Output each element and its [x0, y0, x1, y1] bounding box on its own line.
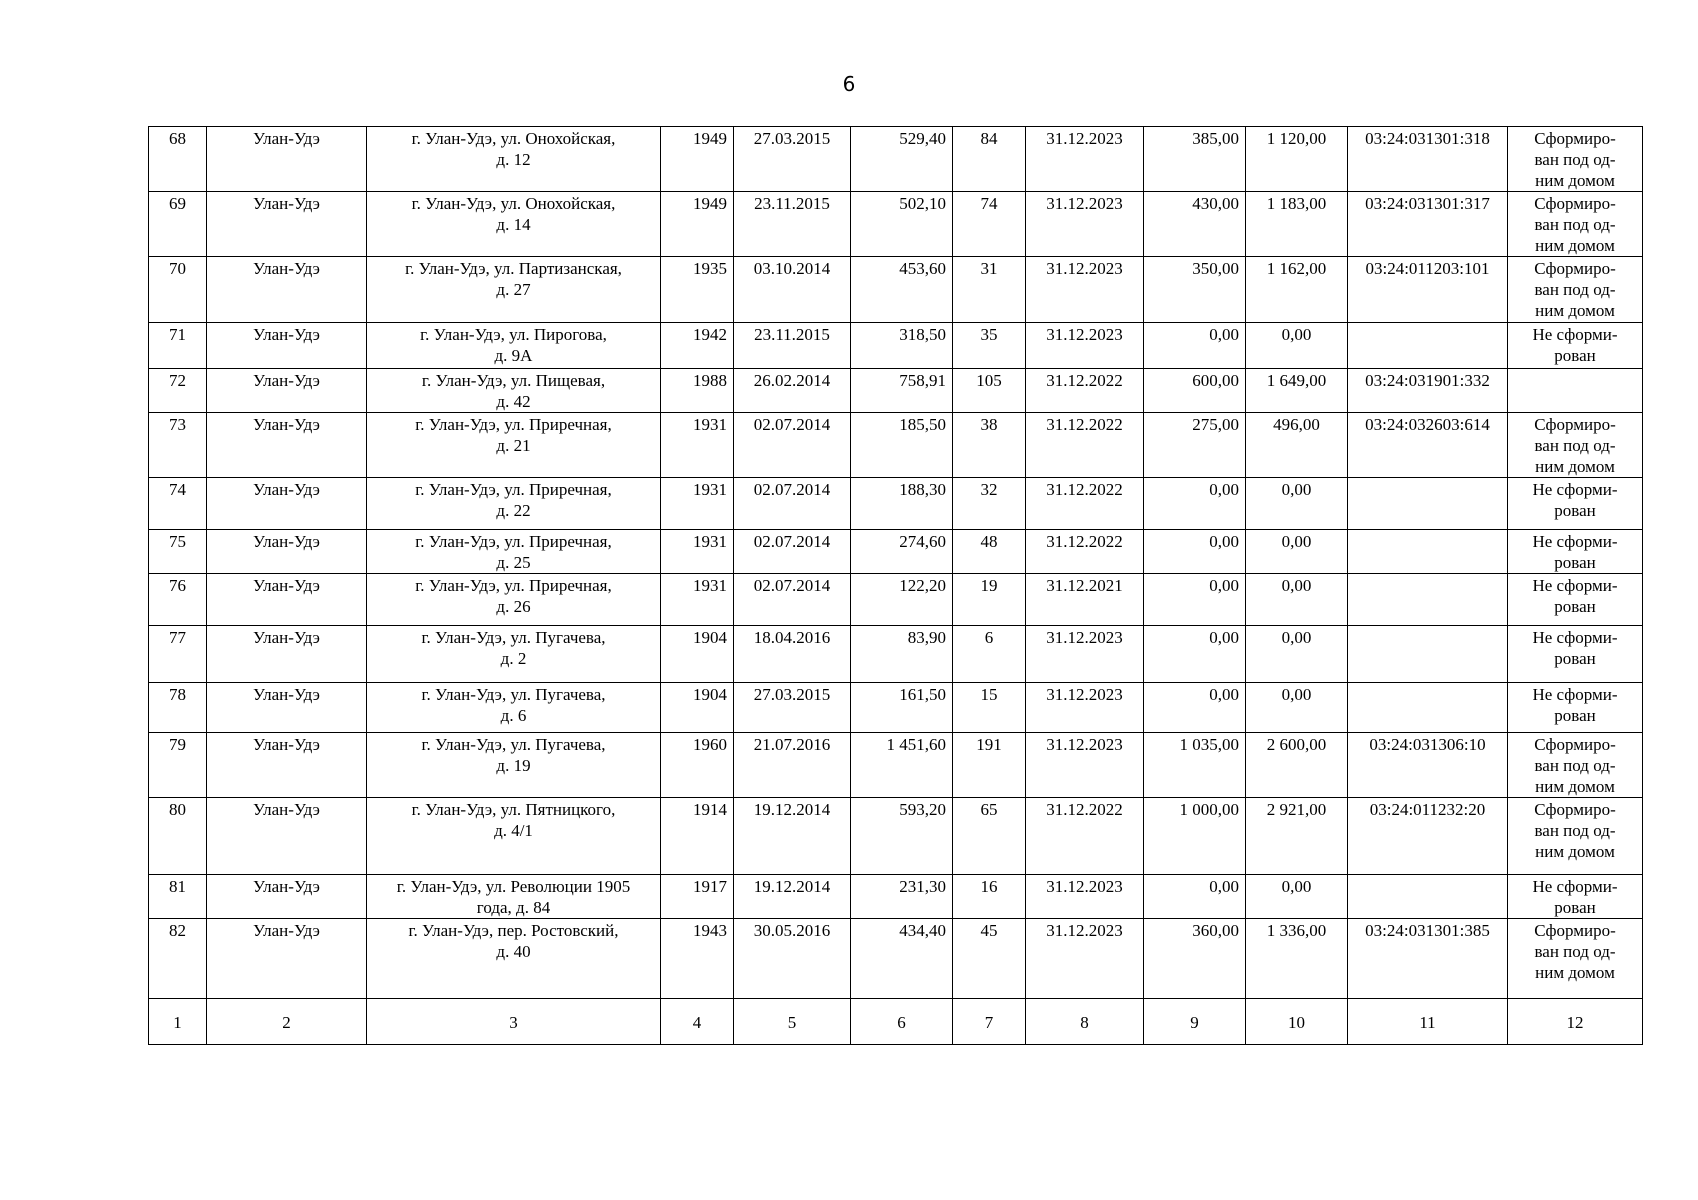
cell-recognition-date: 02.07.2014	[734, 530, 851, 574]
column-number: 10	[1246, 999, 1348, 1045]
cell-recognition-date: 02.07.2014	[734, 478, 851, 530]
cell-city: Улан-Удэ	[207, 919, 367, 999]
cell-column-9: 0,00	[1144, 478, 1246, 530]
cell-cadastral-number: 03:24:032603:614	[1348, 413, 1508, 478]
cell-column-9: 0,00	[1144, 683, 1246, 733]
cell-city: Улан-Удэ	[207, 798, 367, 875]
cell-residents: 31	[953, 257, 1026, 323]
cell-recognition-date: 27.03.2015	[734, 683, 851, 733]
cell-land-plot-status	[1508, 530, 1643, 574]
cell-recognition-date: 19.12.2014	[734, 875, 851, 919]
cell-cadastral-number	[1348, 478, 1508, 530]
cell-row-number: 76	[149, 574, 207, 626]
status-line: Не сформи-	[1532, 685, 1618, 704]
column-number: 1	[149, 999, 207, 1045]
address-line: г. Улан-Удэ, ул. Пирогова,	[420, 325, 607, 344]
status-line: Не сформи-	[1532, 325, 1618, 344]
cell-land-plot-status	[1508, 192, 1643, 257]
cell-address	[367, 574, 661, 626]
cell-area: 1 451,60	[851, 733, 953, 798]
cell-row-number: 72	[149, 369, 207, 413]
status-line: Не сформи-	[1532, 480, 1618, 499]
cell-address	[367, 875, 661, 919]
cell-address	[367, 733, 661, 798]
cell-recognition-date: 02.07.2014	[734, 413, 851, 478]
cell-residents: 15	[953, 683, 1026, 733]
address-line: г. Улан-Удэ, ул. Онохойская,	[411, 194, 616, 213]
cell-recognition-date: 02.07.2014	[734, 574, 851, 626]
status-line: ван под од-	[1534, 280, 1616, 299]
cell-build-year: 1960	[661, 733, 734, 798]
status-line: Сформиро-	[1534, 921, 1616, 940]
status-line: Сформиро-	[1534, 735, 1616, 754]
column-number: 4	[661, 999, 734, 1045]
cell-column-10: 0,00	[1246, 574, 1348, 626]
cell-residents: 32	[953, 478, 1026, 530]
cell-row-number: 82	[149, 919, 207, 999]
address-line: д. 4/1	[494, 821, 533, 840]
address-line: г. Улан-Удэ, ул. Пугачева,	[421, 685, 606, 704]
address-line: д. 12	[496, 150, 531, 169]
cell-resettlement-deadline: 31.12.2023	[1026, 919, 1144, 999]
cell-recognition-date: 18.04.2016	[734, 626, 851, 683]
cell-column-9: 430,00	[1144, 192, 1246, 257]
table-row	[149, 798, 1643, 875]
cell-recognition-date: 21.07.2016	[734, 733, 851, 798]
housing-registry-table	[148, 126, 1643, 1045]
cell-build-year: 1931	[661, 574, 734, 626]
cell-build-year: 1904	[661, 626, 734, 683]
status-line: Сформиро-	[1534, 800, 1616, 819]
cell-build-year: 1988	[661, 369, 734, 413]
cell-land-plot-status	[1508, 257, 1643, 323]
cell-area: 502,10	[851, 192, 953, 257]
cell-column-10: 2 600,00	[1246, 733, 1348, 798]
cell-column-10: 1 120,00	[1246, 127, 1348, 192]
cell-city: Улан-Удэ	[207, 478, 367, 530]
cell-cadastral-number	[1348, 574, 1508, 626]
status-line: Сформиро-	[1534, 415, 1616, 434]
cell-cadastral-number: 03:24:031301:385	[1348, 919, 1508, 999]
address-line: г. Улан-Удэ, ул. Партизанская,	[405, 259, 622, 278]
cell-address	[367, 323, 661, 369]
cell-land-plot-status	[1508, 875, 1643, 919]
status-line: рован	[1554, 553, 1596, 572]
cell-resettlement-deadline: 31.12.2022	[1026, 478, 1144, 530]
status-line: ним домом	[1535, 842, 1615, 861]
cell-column-9: 0,00	[1144, 875, 1246, 919]
table-row	[149, 369, 1643, 413]
status-line: ним домом	[1535, 777, 1615, 796]
column-number: 6	[851, 999, 953, 1045]
cell-land-plot-status	[1508, 683, 1643, 733]
column-number: 2	[207, 999, 367, 1045]
cell-column-10: 1 162,00	[1246, 257, 1348, 323]
status-line: ван под од-	[1534, 150, 1616, 169]
address-line: д. 22	[496, 501, 531, 520]
table-row	[149, 683, 1643, 733]
status-line: рован	[1554, 706, 1596, 725]
cell-resettlement-deadline: 31.12.2022	[1026, 413, 1144, 478]
cell-column-9: 350,00	[1144, 257, 1246, 323]
cell-build-year: 1914	[661, 798, 734, 875]
cell-build-year: 1935	[661, 257, 734, 323]
cell-cadastral-number: 03:24:031301:318	[1348, 127, 1508, 192]
cell-build-year: 1931	[661, 478, 734, 530]
address-line: г. Улан-Удэ, пер. Ростовский,	[408, 921, 619, 940]
cell-recognition-date: 23.11.2015	[734, 323, 851, 369]
cell-city: Улан-Удэ	[207, 574, 367, 626]
cell-column-9: 0,00	[1144, 530, 1246, 574]
cell-column-9: 275,00	[1144, 413, 1246, 478]
cell-resettlement-deadline: 31.12.2023	[1026, 192, 1144, 257]
cell-area: 231,30	[851, 875, 953, 919]
status-line: рован	[1554, 597, 1596, 616]
column-numbering-row	[149, 999, 1643, 1045]
cell-row-number: 78	[149, 683, 207, 733]
cell-address	[367, 478, 661, 530]
cell-city: Улан-Удэ	[207, 733, 367, 798]
table-row	[149, 626, 1643, 683]
address-line: г. Улан-Удэ, ул. Онохойская,	[411, 129, 616, 148]
cell-row-number: 68	[149, 127, 207, 192]
address-line: г. Улан-Удэ, ул. Революции 1905	[396, 877, 631, 896]
cell-address	[367, 683, 661, 733]
cell-column-10: 0,00	[1246, 683, 1348, 733]
address-line: г. Улан-Удэ, ул. Пятницкого,	[411, 800, 616, 819]
cell-area: 274,60	[851, 530, 953, 574]
address-line: д. 21	[496, 436, 531, 455]
cell-area: 529,40	[851, 127, 953, 192]
status-line: ним домом	[1535, 963, 1615, 982]
cell-area: 593,20	[851, 798, 953, 875]
cell-city: Улан-Удэ	[207, 127, 367, 192]
cell-land-plot-status	[1508, 369, 1643, 413]
address-line: г. Улан-Удэ, ул. Приречная,	[415, 532, 612, 551]
cell-row-number: 70	[149, 257, 207, 323]
status-line: рован	[1554, 346, 1596, 365]
address-line: г. Улан-Удэ, ул. Пугачева,	[421, 628, 606, 647]
cell-land-plot-status	[1508, 919, 1643, 999]
cell-address	[367, 257, 661, 323]
cell-residents: 105	[953, 369, 1026, 413]
table-row	[149, 875, 1643, 919]
cell-area: 83,90	[851, 626, 953, 683]
cell-residents: 48	[953, 530, 1026, 574]
cell-build-year: 1942	[661, 323, 734, 369]
cell-address	[367, 919, 661, 999]
cell-column-10: 0,00	[1246, 478, 1348, 530]
table-row	[149, 127, 1643, 192]
cell-column-10: 0,00	[1246, 626, 1348, 683]
cell-resettlement-deadline: 31.12.2023	[1026, 127, 1144, 192]
cell-resettlement-deadline: 31.12.2023	[1026, 683, 1144, 733]
cell-residents: 19	[953, 574, 1026, 626]
table-row	[149, 323, 1643, 369]
cell-land-plot-status	[1508, 478, 1643, 530]
cell-cadastral-number: 03:24:031301:317	[1348, 192, 1508, 257]
address-line: г. Улан-Удэ, ул. Приречная,	[415, 415, 612, 434]
column-number: 5	[734, 999, 851, 1045]
cell-city: Улан-Удэ	[207, 683, 367, 733]
address-line: д. 2	[500, 649, 527, 668]
cell-address	[367, 192, 661, 257]
cell-residents: 6	[953, 626, 1026, 683]
cell-cadastral-number: 03:24:031306:10	[1348, 733, 1508, 798]
cell-city: Улан-Удэ	[207, 369, 367, 413]
cell-residents: 38	[953, 413, 1026, 478]
address-line: д. 27	[496, 280, 531, 299]
cell-column-10: 496,00	[1246, 413, 1348, 478]
cell-cadastral-number: 03:24:031901:332	[1348, 369, 1508, 413]
cell-resettlement-deadline: 31.12.2022	[1026, 798, 1144, 875]
cell-land-plot-status	[1508, 127, 1643, 192]
column-number: 11	[1348, 999, 1508, 1045]
cell-column-9: 360,00	[1144, 919, 1246, 999]
cell-cadastral-number	[1348, 323, 1508, 369]
cell-column-9: 0,00	[1144, 574, 1246, 626]
address-line: года, д. 84	[476, 898, 551, 917]
table-row	[149, 478, 1643, 530]
cell-city: Улан-Удэ	[207, 875, 367, 919]
cell-resettlement-deadline: 31.12.2023	[1026, 733, 1144, 798]
cell-column-10: 1 336,00	[1246, 919, 1348, 999]
cell-area: 185,50	[851, 413, 953, 478]
cell-land-plot-status	[1508, 798, 1643, 875]
cell-area: 434,40	[851, 919, 953, 999]
cell-area: 122,20	[851, 574, 953, 626]
cell-city: Улан-Удэ	[207, 192, 367, 257]
cell-land-plot-status	[1508, 626, 1643, 683]
address-line: г. Улан-Удэ, ул. Пугачева,	[421, 735, 606, 754]
address-line: д. 9А	[494, 346, 533, 365]
cell-column-10: 0,00	[1246, 530, 1348, 574]
cell-area: 453,60	[851, 257, 953, 323]
address-line: г. Улан-Удэ, ул. Пищевая,	[421, 371, 606, 390]
cell-land-plot-status	[1508, 733, 1643, 798]
cell-build-year: 1931	[661, 530, 734, 574]
cell-residents: 191	[953, 733, 1026, 798]
cell-build-year: 1949	[661, 192, 734, 257]
cell-cadastral-number: 03:24:011203:101	[1348, 257, 1508, 323]
status-line: рован	[1554, 898, 1596, 917]
cell-cadastral-number	[1348, 530, 1508, 574]
cell-address	[367, 626, 661, 683]
status-line: ним домом	[1535, 171, 1615, 190]
cell-row-number: 75	[149, 530, 207, 574]
address-line: д. 26	[496, 597, 531, 616]
cell-address	[367, 413, 661, 478]
page-number: 6	[842, 72, 856, 96]
address-line: д. 40	[496, 942, 531, 961]
table-row	[149, 733, 1643, 798]
cell-row-number: 80	[149, 798, 207, 875]
cell-row-number: 77	[149, 626, 207, 683]
table-row	[149, 574, 1643, 626]
cell-build-year: 1949	[661, 127, 734, 192]
cell-land-plot-status	[1508, 323, 1643, 369]
table-row	[149, 257, 1643, 323]
cell-resettlement-deadline: 31.12.2021	[1026, 574, 1144, 626]
cell-row-number: 71	[149, 323, 207, 369]
cell-recognition-date: 03.10.2014	[734, 257, 851, 323]
cell-column-10: 0,00	[1246, 323, 1348, 369]
cell-resettlement-deadline: 31.12.2023	[1026, 323, 1144, 369]
cell-resettlement-deadline: 31.12.2023	[1026, 626, 1144, 683]
address-line: д. 6	[500, 706, 527, 725]
column-number: 3	[367, 999, 661, 1045]
cell-row-number: 73	[149, 413, 207, 478]
cell-residents: 45	[953, 919, 1026, 999]
address-line: г. Улан-Удэ, ул. Приречная,	[415, 576, 612, 595]
table-body	[149, 127, 1643, 999]
cell-area: 758,91	[851, 369, 953, 413]
cell-resettlement-deadline: 31.12.2022	[1026, 530, 1144, 574]
cell-recognition-date: 23.11.2015	[734, 192, 851, 257]
address-line: д. 42	[496, 392, 531, 411]
cell-residents: 16	[953, 875, 1026, 919]
status-line: ним домом	[1535, 457, 1615, 476]
cell-recognition-date: 26.02.2014	[734, 369, 851, 413]
cell-residents: 74	[953, 192, 1026, 257]
cell-column-9: 0,00	[1144, 323, 1246, 369]
cell-row-number: 81	[149, 875, 207, 919]
column-number: 8	[1026, 999, 1144, 1045]
cell-address	[367, 530, 661, 574]
cell-column-10: 0,00	[1246, 875, 1348, 919]
status-line: ван под од-	[1534, 821, 1616, 840]
address-line: д. 19	[496, 756, 531, 775]
cell-column-9: 1 000,00	[1144, 798, 1246, 875]
status-line: ван под од-	[1534, 215, 1616, 234]
cell-address	[367, 127, 661, 192]
cell-address	[367, 798, 661, 875]
status-line: Не сформи-	[1532, 877, 1618, 896]
status-line: ним домом	[1535, 301, 1615, 320]
cell-recognition-date: 30.05.2016	[734, 919, 851, 999]
column-number: 7	[953, 999, 1026, 1045]
cell-area: 188,30	[851, 478, 953, 530]
cell-column-9: 600,00	[1144, 369, 1246, 413]
cell-resettlement-deadline: 31.12.2022	[1026, 369, 1144, 413]
cell-land-plot-status	[1508, 413, 1643, 478]
cell-city: Улан-Удэ	[207, 413, 367, 478]
cell-cadastral-number	[1348, 626, 1508, 683]
cell-build-year: 1943	[661, 919, 734, 999]
status-line: рован	[1554, 649, 1596, 668]
column-number: 9	[1144, 999, 1246, 1045]
cell-column-9: 0,00	[1144, 626, 1246, 683]
table-row	[149, 192, 1643, 257]
cell-resettlement-deadline: 31.12.2023	[1026, 875, 1144, 919]
cell-column-9: 385,00	[1144, 127, 1246, 192]
status-line: ван под од-	[1534, 436, 1616, 455]
address-line: г. Улан-Удэ, ул. Приречная,	[415, 480, 612, 499]
cell-area: 161,50	[851, 683, 953, 733]
status-line: Не сформи-	[1532, 532, 1618, 551]
address-line: д. 25	[496, 553, 531, 572]
status-line: Не сформи-	[1532, 576, 1618, 595]
cell-area: 318,50	[851, 323, 953, 369]
cell-row-number: 74	[149, 478, 207, 530]
table-row	[149, 919, 1643, 999]
cell-column-9: 1 035,00	[1144, 733, 1246, 798]
cell-residents: 84	[953, 127, 1026, 192]
table-row	[149, 413, 1643, 478]
cell-city: Улан-Удэ	[207, 626, 367, 683]
cell-column-10: 1 183,00	[1246, 192, 1348, 257]
cell-city: Улан-Удэ	[207, 530, 367, 574]
cell-address	[367, 369, 661, 413]
cell-city: Улан-Удэ	[207, 257, 367, 323]
cell-residents: 65	[953, 798, 1026, 875]
status-line: Сформиро-	[1534, 194, 1616, 213]
column-number: 12	[1508, 999, 1643, 1045]
status-line: ван под од-	[1534, 756, 1616, 775]
cell-resettlement-deadline: 31.12.2023	[1026, 257, 1144, 323]
address-line: д. 14	[496, 215, 531, 234]
cell-city: Улан-Удэ	[207, 323, 367, 369]
status-line: рован	[1554, 501, 1596, 520]
cell-cadastral-number: 03:24:011232:20	[1348, 798, 1508, 875]
cell-cadastral-number	[1348, 875, 1508, 919]
cell-row-number: 69	[149, 192, 207, 257]
table-row	[149, 530, 1643, 574]
status-line: ван под од-	[1534, 942, 1616, 961]
cell-row-number: 79	[149, 733, 207, 798]
status-line: Не сформи-	[1532, 628, 1618, 647]
cell-land-plot-status	[1508, 574, 1643, 626]
cell-cadastral-number	[1348, 683, 1508, 733]
status-line: ним домом	[1535, 236, 1615, 255]
cell-column-10: 2 921,00	[1246, 798, 1348, 875]
cell-recognition-date: 19.12.2014	[734, 798, 851, 875]
status-line: Сформиро-	[1534, 129, 1616, 148]
cell-recognition-date: 27.03.2015	[734, 127, 851, 192]
cell-build-year: 1904	[661, 683, 734, 733]
cell-build-year: 1917	[661, 875, 734, 919]
cell-residents: 35	[953, 323, 1026, 369]
cell-column-10: 1 649,00	[1246, 369, 1348, 413]
cell-build-year: 1931	[661, 413, 734, 478]
status-line: Сформиро-	[1534, 259, 1616, 278]
